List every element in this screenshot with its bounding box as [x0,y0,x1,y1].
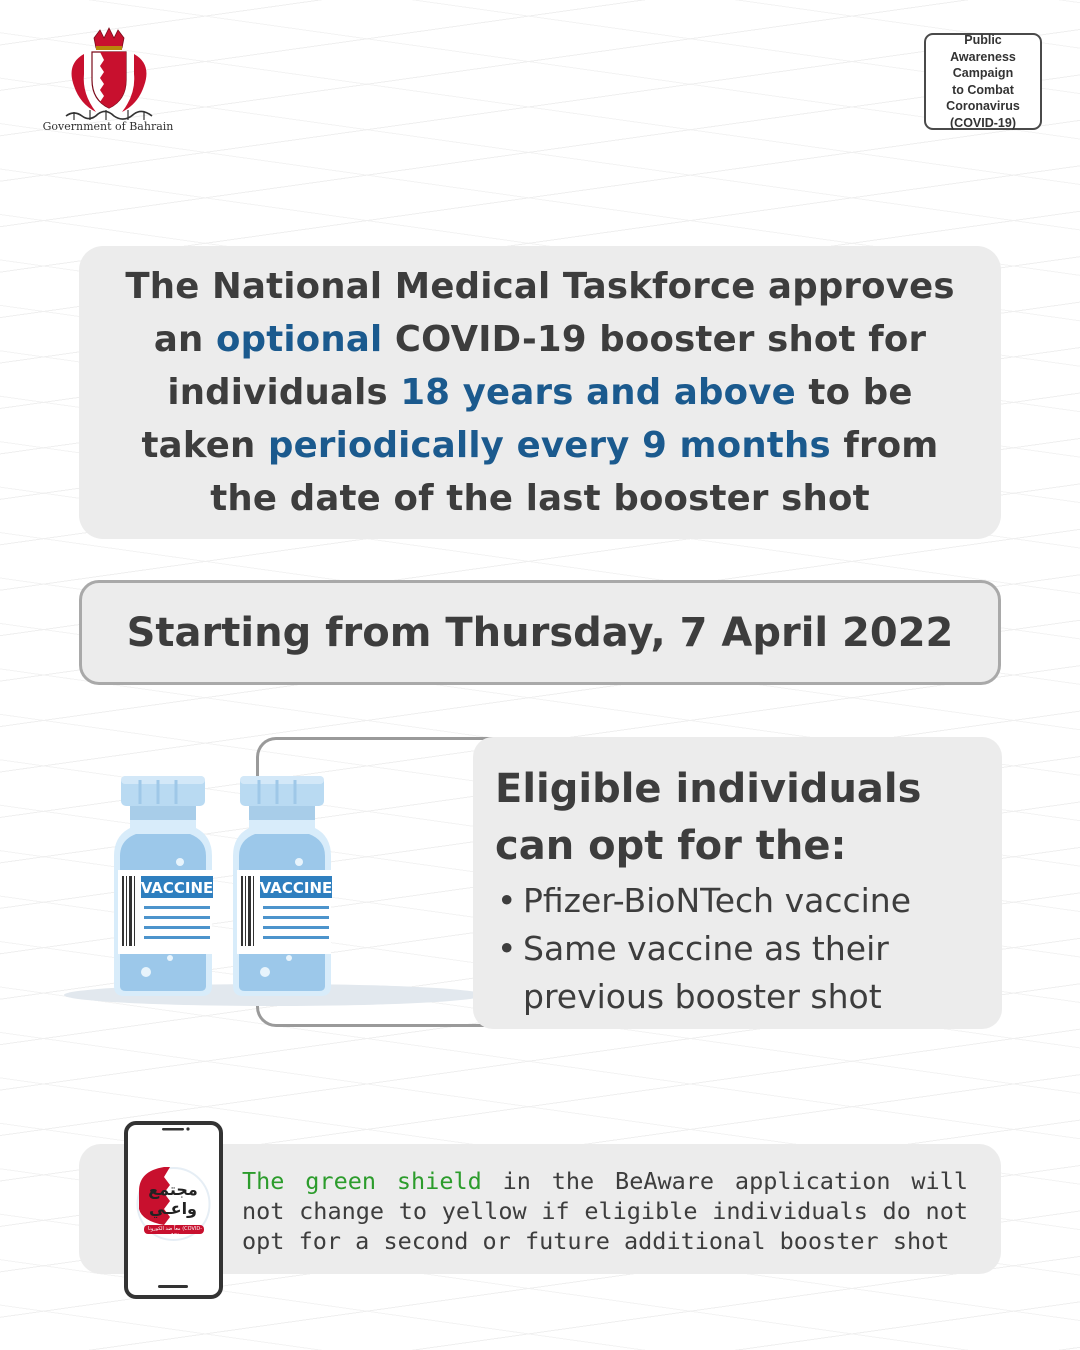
campaign-line: (COVID-19) [950,115,1016,130]
date-banner [79,580,1001,685]
headline-text [109,260,971,525]
note-highlight: The green shield [242,1167,482,1195]
app-logo-subtitle: معاً ضد الكورونا (COVID-19) [147,1226,203,1239]
headline-highlight: optional [216,319,383,360]
headline-part: The National Medical Taskforce approves an [125,266,955,360]
eligibility-card [473,737,1002,1029]
government-caption: Government of Bahrain [42,120,174,133]
vial-label: VACCINE [140,879,214,897]
vaccine-vial-icon [229,776,335,1000]
headline-highlight: 18 years and above [400,372,796,413]
beaware-note [242,1166,968,1256]
campaign-line: Coronavirus [946,99,1020,113]
app-logo-line: واعـي [148,1199,197,1218]
headline-card [79,246,1001,539]
list-item: • Same vaccine as their previous booster shot [495,925,992,1021]
campaign-badge [924,33,1042,130]
headline-part: to be taken [141,372,913,466]
campaign-line: Campaign [952,66,1014,80]
vial-label: VACCINE [259,879,333,897]
headline-highlight: periodically every 9 months [268,425,831,466]
campaign-line: to Combat [952,82,1014,97]
headline-part: from the date of the last booster shot [210,425,939,519]
start-date-text: Starting from Thursday, 7 April 2022 [126,609,954,656]
headline-part: COVID-19 booster shot for individuals [167,319,927,413]
vaccine-vial-icon [110,776,216,1000]
app-logo-text [138,1180,208,1218]
list-item: • Pfizer-BioNTech vaccine [495,877,992,925]
eligibility-list [495,877,992,1021]
note-body: in the BeAware application will not change to yellow if eligible individuals do not opt for a second or future additional booster shot [242,1167,968,1255]
app-logo-line: مجتمع [148,1180,198,1199]
campaign-line: Public Awareness [950,33,1016,64]
eligibility-title: Eligible individuals can opt for the: [495,766,922,869]
